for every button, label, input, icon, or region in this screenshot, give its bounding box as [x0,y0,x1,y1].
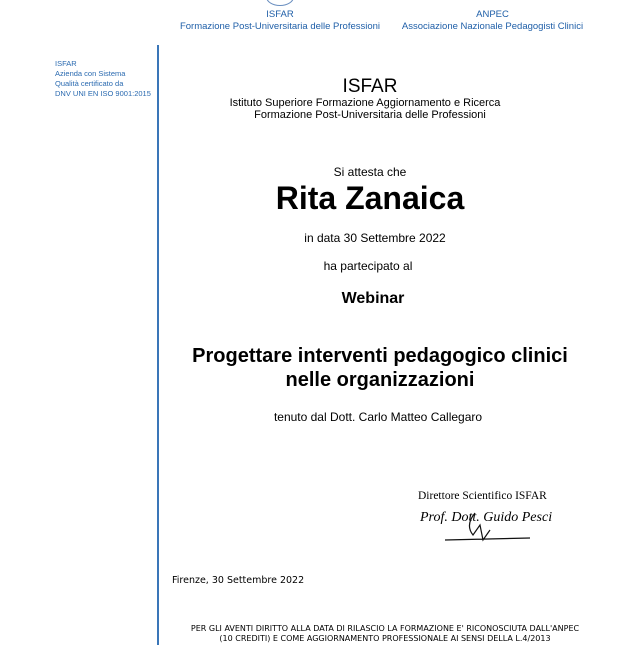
event-title-line1: Progettare interventi pedagogico clinici [192,345,568,367]
quality-line: Azienda con Sistema [55,69,126,78]
header-isfar [175,9,385,33]
footer-note [170,624,600,644]
signature-role: Direttore Scientifico ISFAR [418,490,547,502]
event-title [160,344,600,392]
header-anpec [395,9,590,33]
signature-name: Prof. Dott. Guido Pesci [420,510,553,525]
recipient-name: Rita Zanaica [275,180,465,216]
attests-text: Si attesta che [333,165,407,179]
place-date: Firenze, 30 Settembre 2022 [172,575,305,586]
quality-line: DNV UNI EN ISO 9001:2015 [55,89,151,98]
quality-line: Qualità certificato da [55,79,124,88]
date-line: in data 30 Settembre 2022 [304,231,446,245]
speaker-line: tenuto dal Dott. Carlo Matteo Callegaro [273,410,483,424]
institute-name: ISFAR [342,76,398,97]
quality-note [55,59,151,99]
event-type: Webinar [341,290,405,307]
header-isfar-subtitle: Formazione Post-Universitaria delle Professioni [179,21,381,32]
header-isfar-title: ISFAR [266,9,294,20]
quality-line: ISFAR [55,59,77,68]
header-anpec-subtitle: Associazione Nazionale Pedagogisti Clinici [401,21,584,32]
participated-text: ha partecipato al [323,259,413,273]
event-title-line2: nelle organizzazioni [285,369,475,391]
isfar-logo [266,0,294,6]
institute-line1: Istituto Superiore Formazione Aggiornamento e Ricerca [229,97,501,109]
footer-line2: (10 CREDITI) E COME AGGIORNAMENTO PROFESSIONALE AI SENSI DELLA L.4/2013 [219,634,551,643]
margin-divider [157,45,159,645]
header-anpec-title: ANPEC [476,9,509,20]
handwritten-signature [435,505,535,550]
footer-line1: PER GLI AVENTI DIRITTO ALLA DATA DI RILASCIO LA FORMAZIONE E' RICONOSCIUTA DALL'ANPEC [190,624,580,633]
institute-line2: Formazione Post-Universitaria delle Professioni [254,109,486,121]
